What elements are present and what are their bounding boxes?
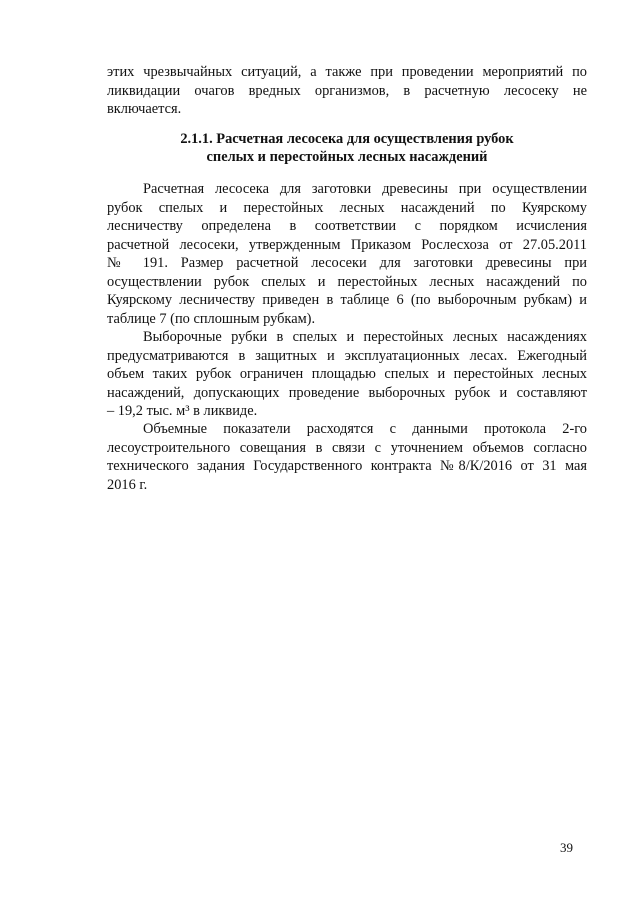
- text-line: Куярскому лесничеству приведен в таблице 6 (по выборочным рубкам) и: [107, 292, 587, 308]
- paragraph-2: [107, 328, 587, 421]
- intro-paragraph: [107, 63, 587, 119]
- heading-line: спелых и перестойных лесных насаждений: [206, 149, 488, 165]
- text-line: ликвидации очагов вредных организмов, в расчетную лесосеку не: [107, 82, 587, 99]
- heading-line: 2.1.1. Расчетная лесосека для осуществления рубок: [180, 131, 514, 147]
- text-line: № 191. Размер расчетной лесосеки для заготовки древесины при: [107, 255, 587, 271]
- text-line: насаждений, допускающих проведение выборочных рубок и составляют: [107, 384, 587, 401]
- paragraph-1: [107, 180, 587, 328]
- text-line: расчетной лесосеки, утвержденным Приказом Рослесхоза от 27.05.2011: [107, 236, 587, 253]
- text-line: таблице 7 (по сплошным рубкам).: [107, 310, 316, 327]
- text-line: лесничеству определена в соответствии с порядком исчисления: [107, 218, 587, 234]
- text-line: рубок спелых и перестойных лесных насаждений по Куярскому: [107, 199, 587, 216]
- text-line: технического задания Государственного контракта №8/К/2016 от 31 мая: [107, 458, 587, 474]
- paragraph-3: [107, 420, 587, 494]
- text-line: объем таких рубок ограничен площадью спелых и перестойных лесных: [107, 366, 587, 382]
- text-line: этих чрезвычайных ситуаций, а также при проведении мероприятий по: [107, 64, 587, 80]
- text-line: осуществлении рубок спелых и перестойных лесных насаждений по: [107, 273, 587, 290]
- section-heading: [107, 130, 587, 166]
- text-line: – 19,2 тыс. м³ в ликвиде.: [107, 403, 258, 419]
- text-line: Выборочные рубки в спелых и перестойных лесных насаждениях: [143, 329, 587, 345]
- page-number: 39: [560, 840, 573, 855]
- text-line: включается.: [107, 101, 182, 117]
- text-line: лесоустроительного совещания в связи с уточнением объемов согласно: [107, 439, 587, 456]
- text-line: Объемные показатели расходятся с данными протокола 2-го: [143, 421, 587, 437]
- text-line: 2016 г.: [107, 476, 148, 493]
- text-line: Расчетная лесосека для заготовки древесины при осуществлении: [143, 181, 587, 197]
- text-line: предусматриваются в защитных и эксплуатационных лесах. Ежегодный: [107, 347, 587, 364]
